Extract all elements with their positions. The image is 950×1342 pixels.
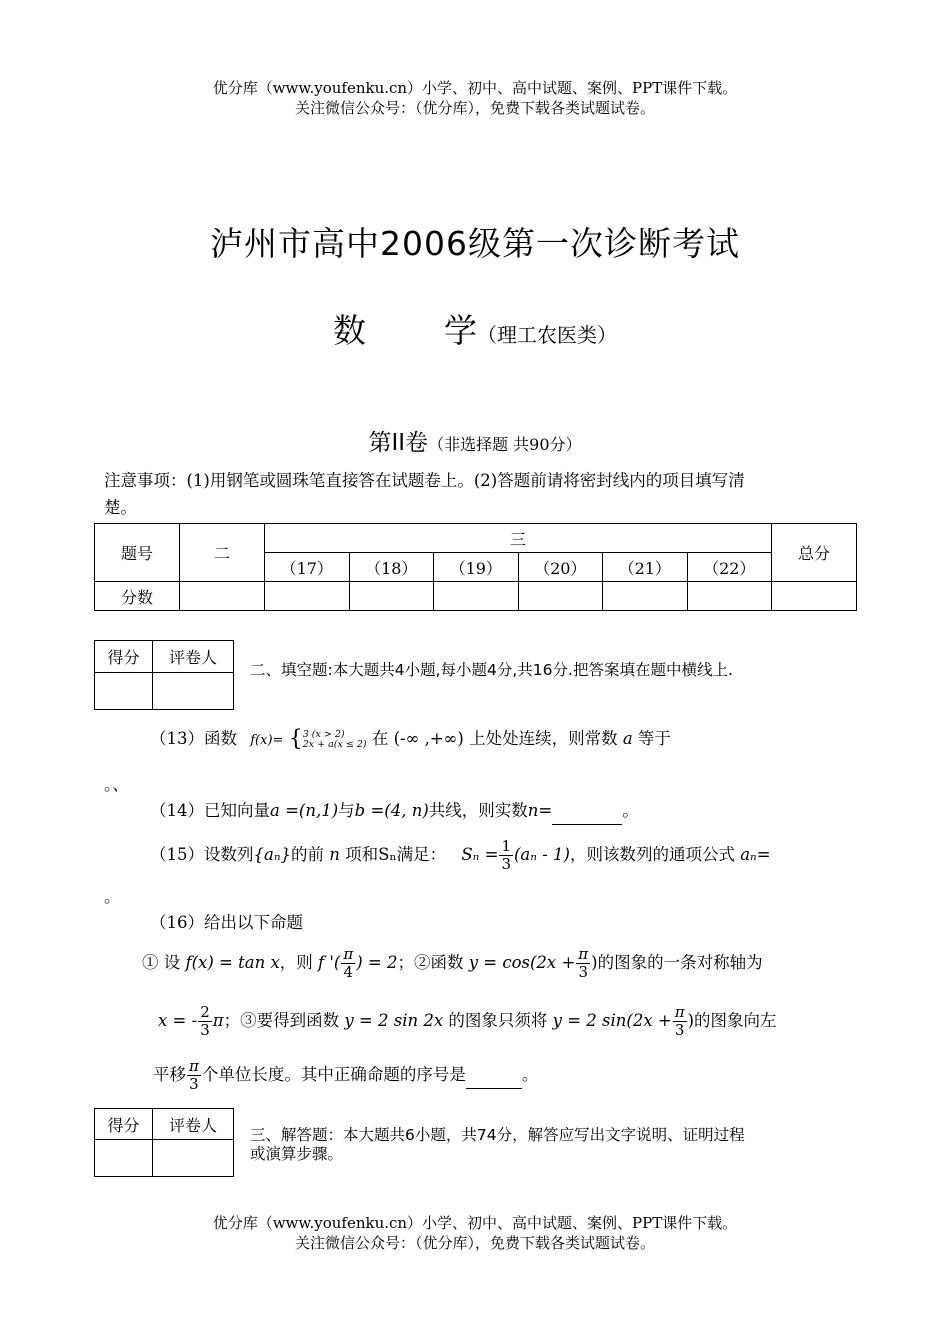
q13-func: f(x)= <box>250 733 284 748</box>
q16-l3-3: 3 <box>189 1075 199 1093</box>
score-cell[interactable] <box>772 582 857 611</box>
q15-var-n: n <box>329 845 340 864</box>
score-cell[interactable] <box>265 582 350 611</box>
q16-l1-pi2: π <box>578 945 589 963</box>
subject-line <box>0 305 950 352</box>
q16-l2-y2: y = 2 sin(2x + <box>552 1011 672 1030</box>
q15-mid2: 项和 <box>345 845 379 864</box>
q14-answer-blank[interactable] <box>552 798 622 825</box>
notice-tail: 楚。 <box>104 498 137 517</box>
grader-score-label: 得分 <box>95 641 153 673</box>
q15-sn: Sₙ <box>378 845 397 864</box>
q16-l1-close: ) <box>591 953 598 972</box>
q16-l2-pi: π <box>212 1011 224 1030</box>
q16-l2-2: 2 <box>200 1003 210 1021</box>
grader-score-cell[interactable] <box>95 1140 153 1177</box>
notice <box>104 468 864 494</box>
q13-text: 在 (-∞ ,+∞) 上处处连续，则常数 <box>371 729 618 748</box>
q16-l1-a: ① 设 <box>142 953 181 972</box>
q13-var-a: a <box>622 729 633 748</box>
sub-question-18: （18） <box>349 553 434 582</box>
footer-line-2: 关注微信公众号：（优分库），免费下载各类试题试卷。 <box>294 1234 655 1252</box>
score-cell[interactable] <box>180 582 265 611</box>
q16-l2-a: ；③要得到函数 <box>223 1011 340 1030</box>
grader-box-section2 <box>94 640 234 710</box>
q16-line-3 <box>153 1058 538 1093</box>
q14-mid: 与 <box>338 801 355 820</box>
grader-name-label: 评卷人 <box>153 641 234 673</box>
q15-seq: {aₙ} <box>253 845 292 864</box>
q16-l1-c: ；②函数 <box>397 953 464 972</box>
q16-line-2 <box>158 1004 777 1039</box>
q16-l3-pi: π <box>189 1057 199 1075</box>
section3-heading <box>250 1126 745 1164</box>
q14-vector-a: a =(n,1) <box>270 801 339 820</box>
q16-l1-eq: ) = 2 <box>356 953 398 972</box>
score-cell[interactable] <box>349 582 434 611</box>
q15-formula-right: (aₙ - 1) <box>513 845 570 864</box>
q15-mid3: 满足： <box>396 845 447 864</box>
q16-l2-frac2 <box>673 1004 687 1039</box>
q14-end: 。 <box>622 801 639 820</box>
q16-l3-a: 平移 <box>153 1065 186 1084</box>
section2-heading: 二、填空题:本大题共4小题,每小题4分,共16分.把答案填在题中横线上. <box>250 661 733 679</box>
q16-l1-y: y = cos(2x + <box>468 953 576 972</box>
q14-vector-b: b =(4, n) <box>354 801 429 820</box>
q15-fraction <box>499 838 513 873</box>
q16-l1-3: 3 <box>578 963 588 981</box>
volume-note: （非选择题 共90分） <box>428 435 582 454</box>
q14-suffix: 共线，则实数 <box>428 801 528 820</box>
q15-frac-num: 1 <box>501 837 511 855</box>
q15-prefix: （15）设数列 <box>150 845 254 864</box>
notice-text: (1)用钢笔或圆珠笔直接答在试题卷上。(2)答题前请将密封线内的项目填写清 <box>186 471 745 490</box>
q13-tail: 。、 <box>104 775 129 794</box>
exam-title: 泸州市高中2006级第一次诊断考试 <box>210 224 740 263</box>
q16-l2-x: x = - <box>158 1011 198 1030</box>
q16-l3-b: 个单位长度。其中正确命题的序号是 <box>201 1065 466 1084</box>
q16-l2-pi2: π <box>674 1003 685 1021</box>
q13-text-end: 等于 <box>637 729 671 748</box>
subject-note: （理工农医类） <box>477 323 617 347</box>
sub-question-22: （22） <box>687 553 772 582</box>
notice-label: 注意事项： <box>104 471 187 490</box>
score-table <box>94 523 857 611</box>
q16-l1-b: ，则 <box>279 953 313 972</box>
q16-l2-frac <box>198 1004 212 1039</box>
section3-heading-line-1: 三、解答题：本大题共6小题，共74分，解答应写出文字说明、证明过程 <box>250 1126 745 1144</box>
q14-prefix: （14）已知向量 <box>150 801 270 820</box>
footer-line-1: 优分库（www.youfenku.cn）小学、初中、高中试题、案例、PPT课件下载。 <box>212 1214 738 1232</box>
q16-l2-y1: y = 2 sin 2x <box>344 1011 444 1030</box>
grader-name-cell[interactable] <box>153 1140 234 1177</box>
score-cell[interactable] <box>518 582 603 611</box>
section3-heading-line-2: 或演算步骤。 <box>250 1145 344 1163</box>
q16-l1-frac2 <box>576 946 590 981</box>
col-question-header: 题号 <box>95 524 180 582</box>
grader-name-label: 评卷人 <box>153 1109 234 1140</box>
q16-l1-f: f(x) = tan x <box>185 953 280 972</box>
q16-l1-frac <box>341 946 355 981</box>
q16-intro: （16）给出以下命题 <box>150 913 303 932</box>
q13-cases <box>303 730 367 750</box>
sub-question-21: （21） <box>603 553 688 582</box>
score-cell[interactable] <box>434 582 519 611</box>
q16-l1-fp: f '( <box>318 953 341 972</box>
grader-box-section3 <box>94 1108 234 1177</box>
q15-an: aₙ= <box>740 845 771 864</box>
q15-tail: 。 <box>104 887 121 906</box>
grader-score-label: 得分 <box>95 1109 153 1140</box>
q15-frac-den: 3 <box>501 855 511 873</box>
q16-l1-d: 的图象的一条对称轴为 <box>597 953 763 972</box>
subject-char-2: 学 <box>444 311 477 350</box>
score-cell[interactable] <box>603 582 688 611</box>
q16-l2-c: 的图象向左 <box>694 1011 777 1030</box>
q15-formula-left: Sₙ = <box>461 845 499 864</box>
q14-var: n= <box>527 801 553 820</box>
sub-question-19: （19） <box>434 553 519 582</box>
q16-l2-3b: 3 <box>674 1021 685 1039</box>
volume-label: 第II卷 <box>368 430 429 456</box>
q16-l2-close: ) <box>687 1011 695 1030</box>
q13-prefix: （13）函数 <box>150 729 237 748</box>
subject-char-1: 数 <box>333 311 366 350</box>
q15-suffix: ，则该数列的通项公式 <box>569 845 735 864</box>
q16-l3-frac <box>187 1058 201 1093</box>
sub-question-17: （17） <box>265 553 350 582</box>
q13-case-1: 3 (x > 2) <box>302 728 345 740</box>
q16-l2-3: 3 <box>200 1021 210 1039</box>
q16-l2-b: 的图象只须将 <box>448 1011 548 1030</box>
volume-line <box>0 424 950 457</box>
q13-case-2: 2x + a(x ≤ 2) <box>302 738 367 750</box>
question-15 <box>150 838 771 873</box>
question-14 <box>150 798 639 825</box>
header-line-1: 优分库（www.youfenku.cn）小学、初中、高中试题、案例、PPT课件下载。 <box>212 79 738 97</box>
grader-name-cell[interactable] <box>153 673 234 710</box>
row-score-label: 分数 <box>95 582 180 611</box>
q15-mid1: 的前 <box>291 845 325 864</box>
q16-line-1 <box>142 946 763 981</box>
question-13: （13）函数 f(x)= { 3 (x > 2) 2x + a(x ≤ 2) 在 (-∞ ,+∞) 上处处连续，则常数 a 等于 <box>150 726 671 752</box>
grader-score-cell[interactable] <box>95 673 153 710</box>
header-line-2: 关注微信公众号：（优分库），免费下载各类试题试卷。 <box>294 99 655 117</box>
q16-answer-blank[interactable] <box>466 1062 522 1089</box>
col-total-header: 总分 <box>772 524 857 582</box>
col-two-header: 二 <box>180 524 265 582</box>
col-three-header: 三 <box>265 524 772 553</box>
q16-l3-end: 。 <box>521 1065 539 1084</box>
score-cell[interactable] <box>687 582 772 611</box>
q16-l1-pi: π <box>343 945 354 963</box>
q16-l1-4: 4 <box>343 963 354 981</box>
sub-question-20: （20） <box>518 553 603 582</box>
